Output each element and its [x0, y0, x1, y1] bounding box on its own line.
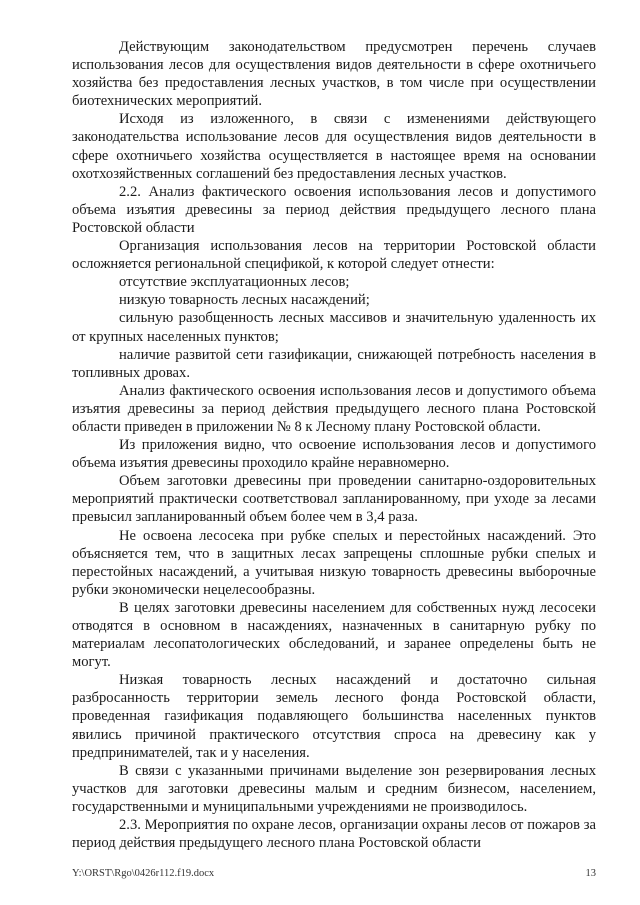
- paragraph-reservation-zones: В связи с указанными причинами выделение зон резервирования лесных участков для заготовки древесины малым и средним бизнесом, населением, государственными и муниципальными учреждениями не производилось.: [72, 762, 596, 815]
- footer-file-path: Y:\ORST\Rgo\0426r112.f19.docx: [72, 868, 215, 879]
- list-item-fragmentation: сильную разобщенность лесных массивов и значительную удаленность их от крупных населенных пунктов;: [72, 310, 596, 345]
- list-item-no-exploitation-forests: отсутствие эксплуатационных лесов;: [119, 274, 350, 291]
- section-heading-2-3: 2.3. Мероприятия по охране лесов, организации охраны лесов от пожаров за период действия предыдущего лесного плана Ростовской области: [72, 817, 596, 852]
- section-heading-2-2: 2.2. Анализ фактического освоения использования лесов и допустимого объема изъятия древесины за период действия предыдущего лесного плана Ростовской области: [72, 183, 596, 236]
- paragraph-low-demand: Низкая товарность лесных насаждений и достаточно сильная разбросанность территории земель лесного фонда Ростовской области, проведенная газификация подавляющего большинства населенных пунктов явились причиной практического отсутствия спроса на древесину как у предпринимателей, так и у населения.: [72, 672, 596, 761]
- page-number: 13: [585, 868, 596, 879]
- paragraph-uneven-development: Из приложения видно, что освоение использования лесов и допустимого объема изъятия древесины проходило крайне неравномерно.: [72, 437, 596, 472]
- paragraph-population-needs: В целях заготовки древесины населением для собственных нужд лесосеки отводятся в основном в насаждениях, назначенных в санитарную рубку по материалам лесопатологических обследований, и заранее определены быть не могут.: [72, 599, 596, 671]
- paragraph-undeveloped-cutting: Не освоена лесосека при рубке спелых и перестойных насаждений. Это объясняется тем, что в защитных лесах запрещены сплошные рубки спелых и перестойных насаждений, а учитывая низкую товарность древесины выборочные рубки экономически нецелесообразны.: [72, 527, 596, 598]
- paragraph-sanitary-volume: Объем заготовки древесины при проведении санитарно-оздоровительных мероприятий практически соответствовал запланированному, при уходе за лесами превысил запланированный объем более чем в 3,4 раза.: [72, 473, 596, 526]
- paragraph-regional-specifics: Организация использования лесов на территории Ростовской области осложняется региональной спецификой, к которой следует отнести:: [72, 238, 596, 273]
- body-text: [72, 38, 596, 852]
- paragraph-hunting-law: Действующим законодательством предусмотрен перечень случаев использования лесов для осуществления видов деятельности в сфере охотничьего хозяйства без предоставления лесных участков, в том числе при осуществлении биотехнических мероприятий.: [72, 39, 596, 110]
- paragraph-hunting-agreements: Исходя из изложенного, в связи с изменениями действующего законодательства использование лесов для осуществления видов деятельности в сфере охотничьего хозяйства осуществляется в настоящее время на основании охотхозяйственных соглашений без предоставления лесных участков.: [72, 111, 596, 182]
- paragraph-appendix-reference: Анализ фактического освоения использования лесов и допустимого объема изъятия древесины за период действия предыдущего лесного плана Ростовской области приведен в приложении № 8 к Лесному плану Ростовской области.: [72, 382, 596, 435]
- list-item-gasification: наличие развитой сети газификации, снижающей потребность населения в топливных дровах.: [72, 346, 596, 381]
- list-item-low-marketability: низкую товарность лесных насаждений;: [119, 292, 370, 309]
